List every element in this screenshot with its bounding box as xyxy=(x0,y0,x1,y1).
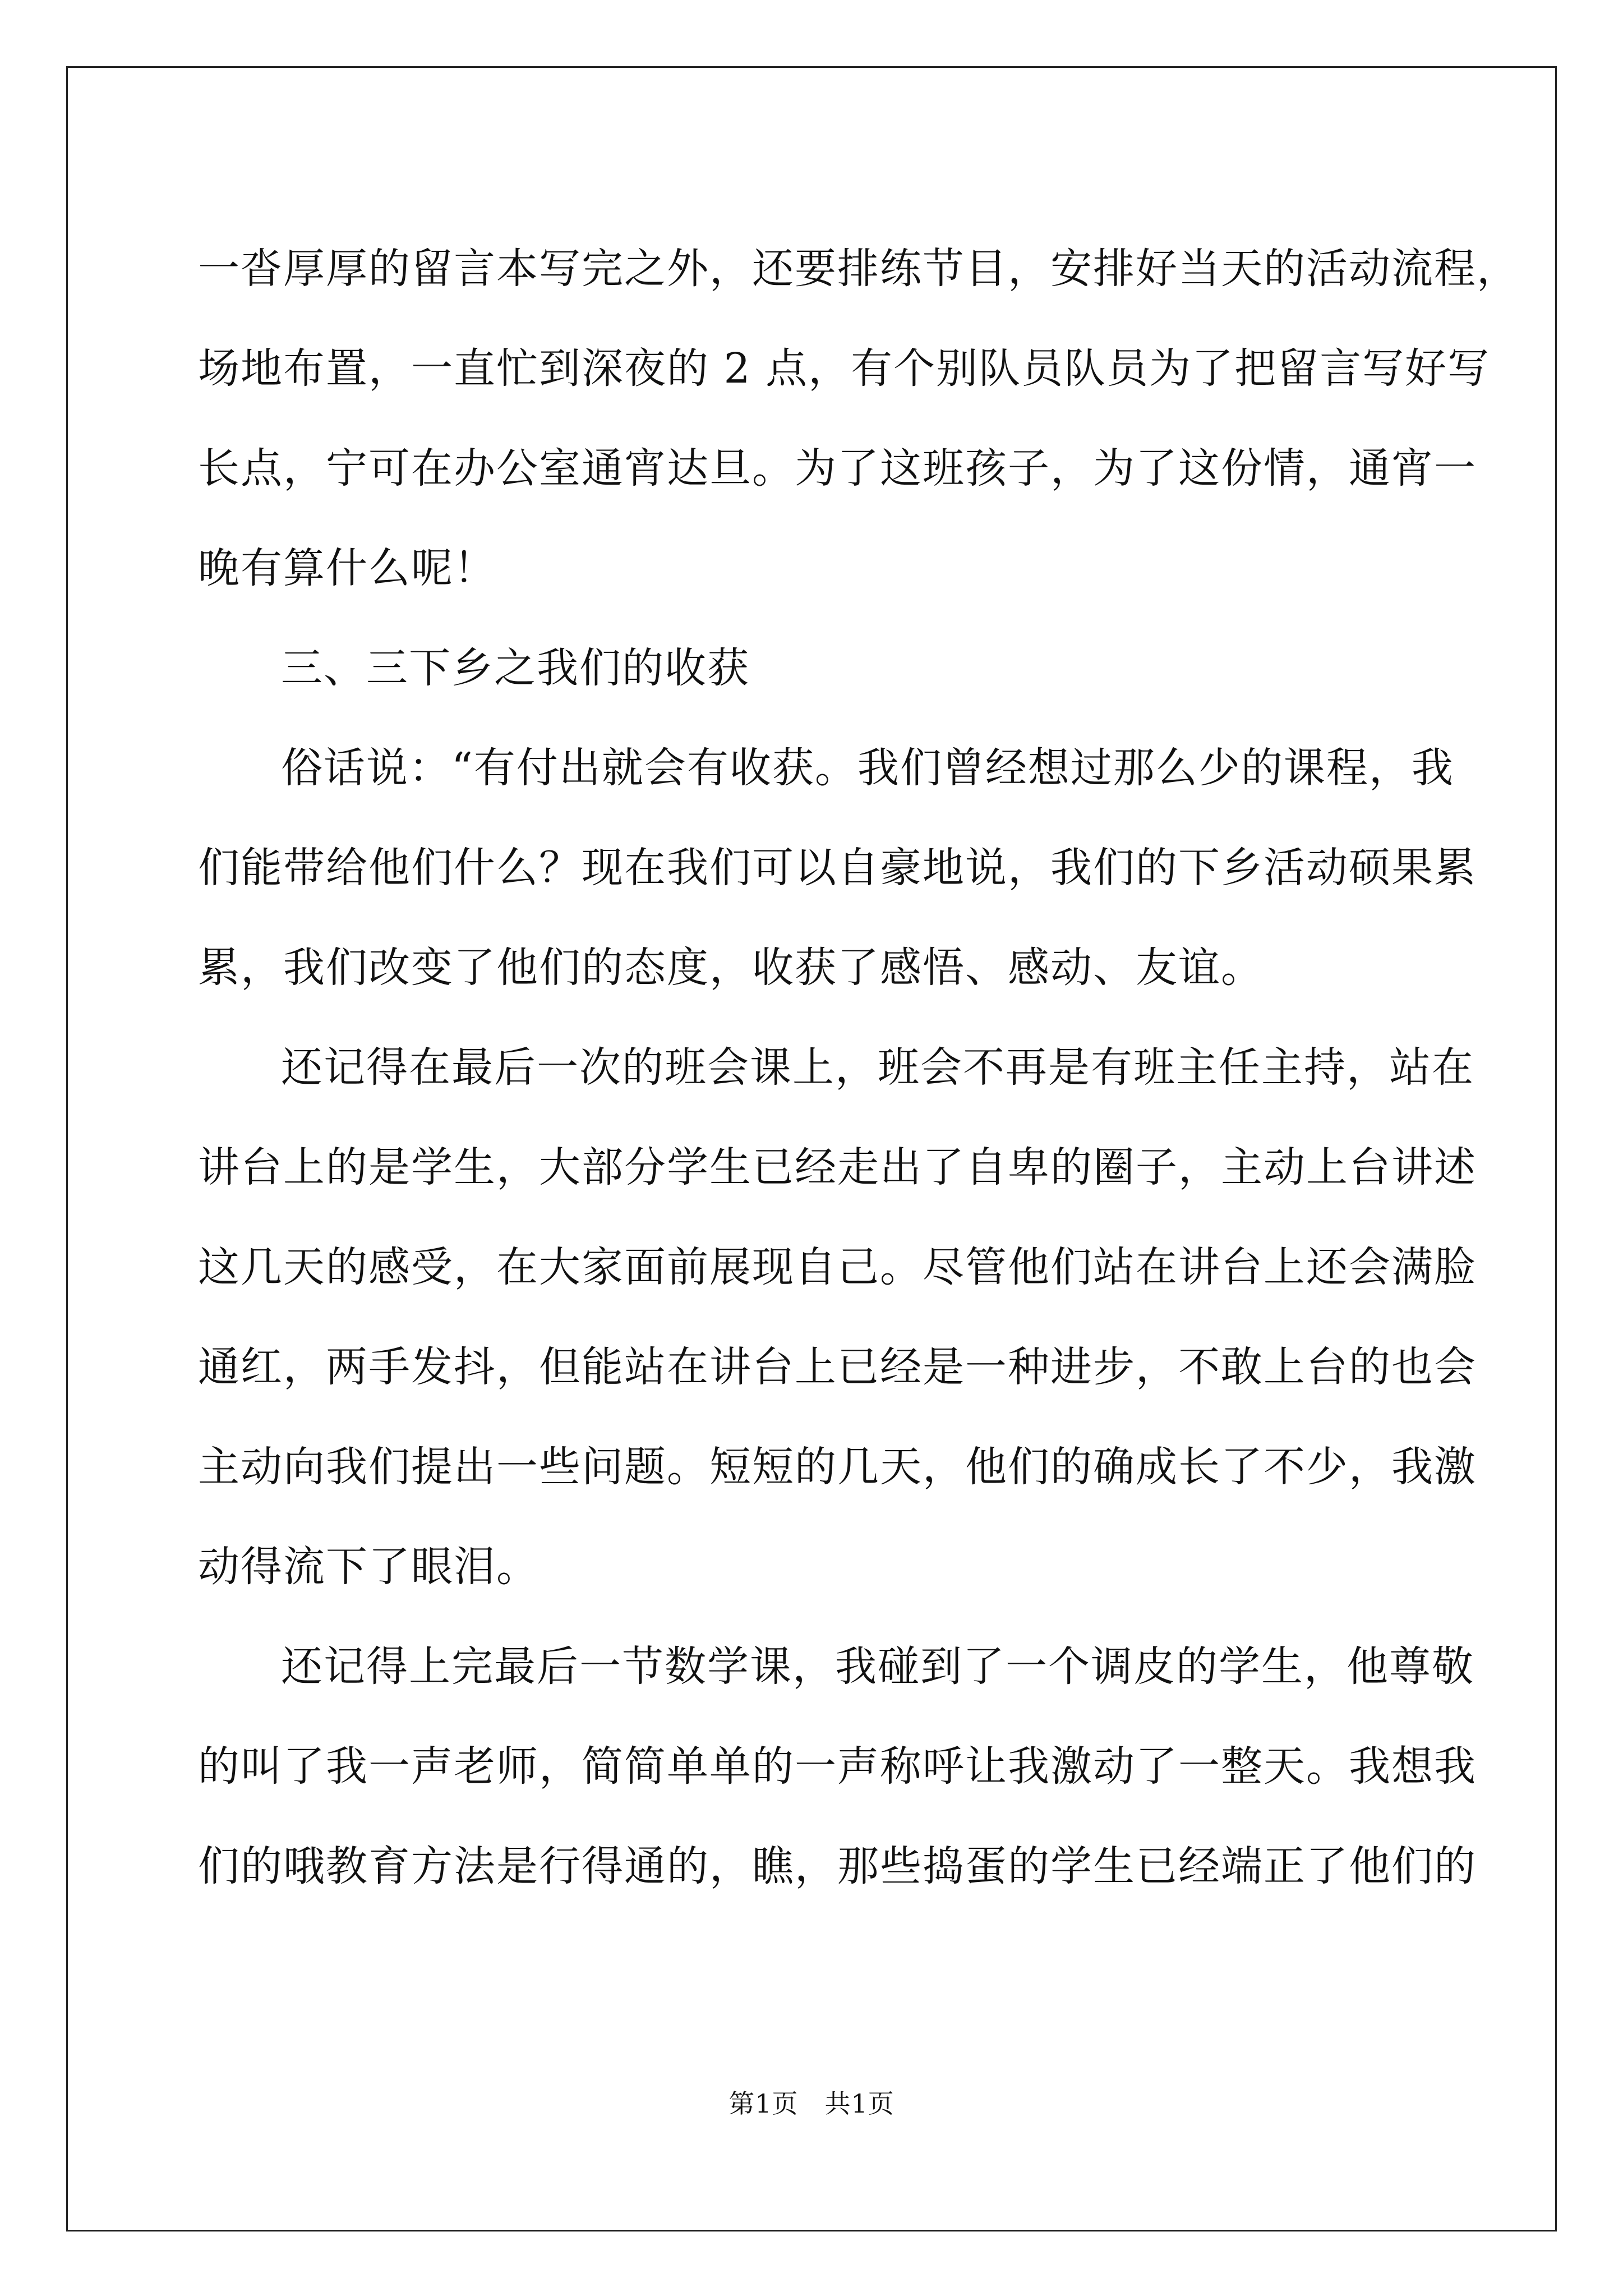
text-line: 累，我们改变了他们的态度，收获了感悟、感动、友谊。 xyxy=(198,944,1264,992)
text-line: 这几天的感受，在大家面前展现自己。尽管他们站在讲台上还会满脸 xyxy=(198,1243,1477,1291)
text-line: 通红，两手发抖，但能站在讲台上已经是一种进步，不敢上台的也会 xyxy=(198,1343,1477,1391)
text-line: 讲台上的是学生，大部分学生已经走出了自卑的圈子，主动上台讲述 xyxy=(198,1143,1477,1191)
text-line: 主动向我们提出一些问题。短短的几天，他们的确成长了不少，我激 xyxy=(198,1443,1477,1491)
text-line: 的叫了我一声老师，简简单单的一声称呼让我激动了一整天。我想我 xyxy=(198,1742,1477,1791)
text-line: 们能带给他们什么？现在我们可以自豪地说，我们的下乡活动硕果累 xyxy=(198,844,1477,892)
text-line: 场地布置，一直忙到深夜的 2 点，有个别队员队员为了把留言写好写 xyxy=(198,344,1491,393)
document-body xyxy=(198,219,1519,1916)
text-line: 晚有算什么呢！ xyxy=(198,544,496,592)
paragraph-start-line: 还记得在最后一次的班会课上，班会不再是有班主任主持，站在 xyxy=(281,1043,1474,1092)
page-footer: 第1页 共1页 xyxy=(728,2088,895,2119)
text-line: 动得流下了眼泪。 xyxy=(198,1543,539,1591)
text-line: 们的哦教育方法是行得通的，瞧，那些捣蛋的学生已经端正了他们的 xyxy=(198,1842,1477,1890)
text-line: 长点，宁可在办公室通宵达旦。为了这班孩子，为了这份情，通宵一 xyxy=(198,444,1477,493)
text-line: 一沓厚厚的留言本写完之外，还要排练节目，安排好当天的活动流程， xyxy=(198,245,1519,293)
paragraph-start-line: 俗话说：“有付出就会有收获。我们曾经想过那么少的课程，我 xyxy=(281,744,1454,792)
paragraph-start-line: 还记得上完最后一节数学课，我碰到了一个调皮的学生，他尊敬 xyxy=(281,1642,1474,1691)
section-heading: 三、三下乡之我们的收获 xyxy=(281,644,750,692)
